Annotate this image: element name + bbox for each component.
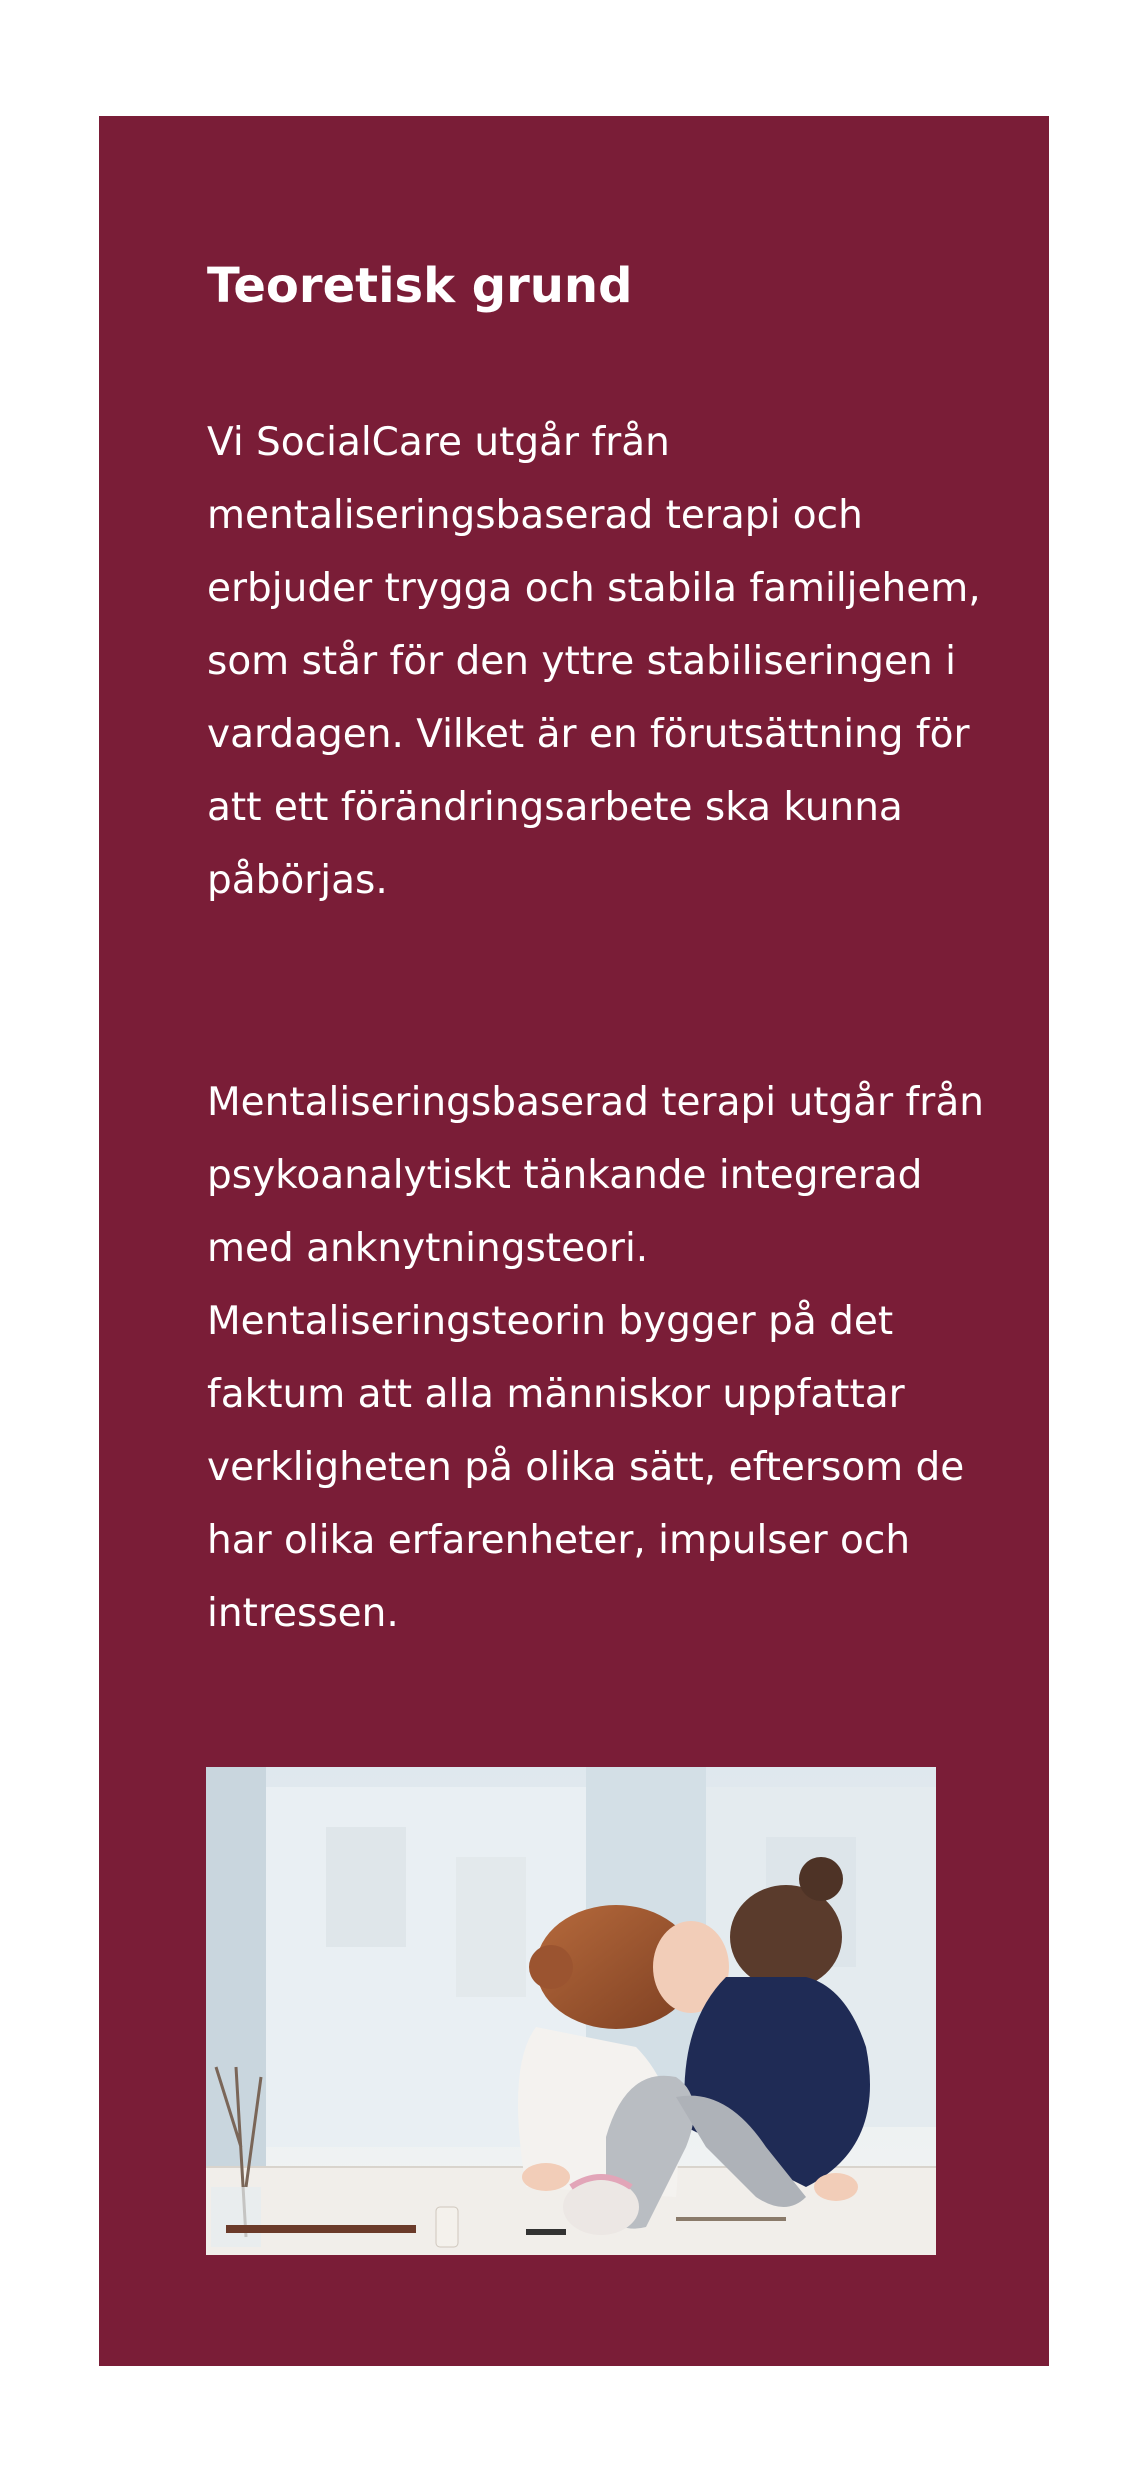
- paragraph-theory: Mentaliseringsbaserad terapi utgår från psykoanalytiskt tänkande integrerad med anknytningsteori. Mentaliseringsteorin bygger på det faktum att alla människor uppfattar verkligheten på olika sätt, eftersom de har olika erfarenheter, impulser och intressen.: [207, 1080, 984, 1636]
- mother-hugging-child-photo: [206, 1767, 936, 2255]
- content-panel: [99, 116, 1049, 2366]
- section-title: Teoretisk grund: [207, 258, 633, 314]
- paragraph-intro: Vi SocialCare utgår från mentaliseringsbaserad terapi och erbjuder trygga och stabila familjehem, som står för den yttre stabiliseringen i vardagen. Vilket är en förutsättning för att ett förändringsarbete ska kunna påbörjas.: [207, 420, 981, 903]
